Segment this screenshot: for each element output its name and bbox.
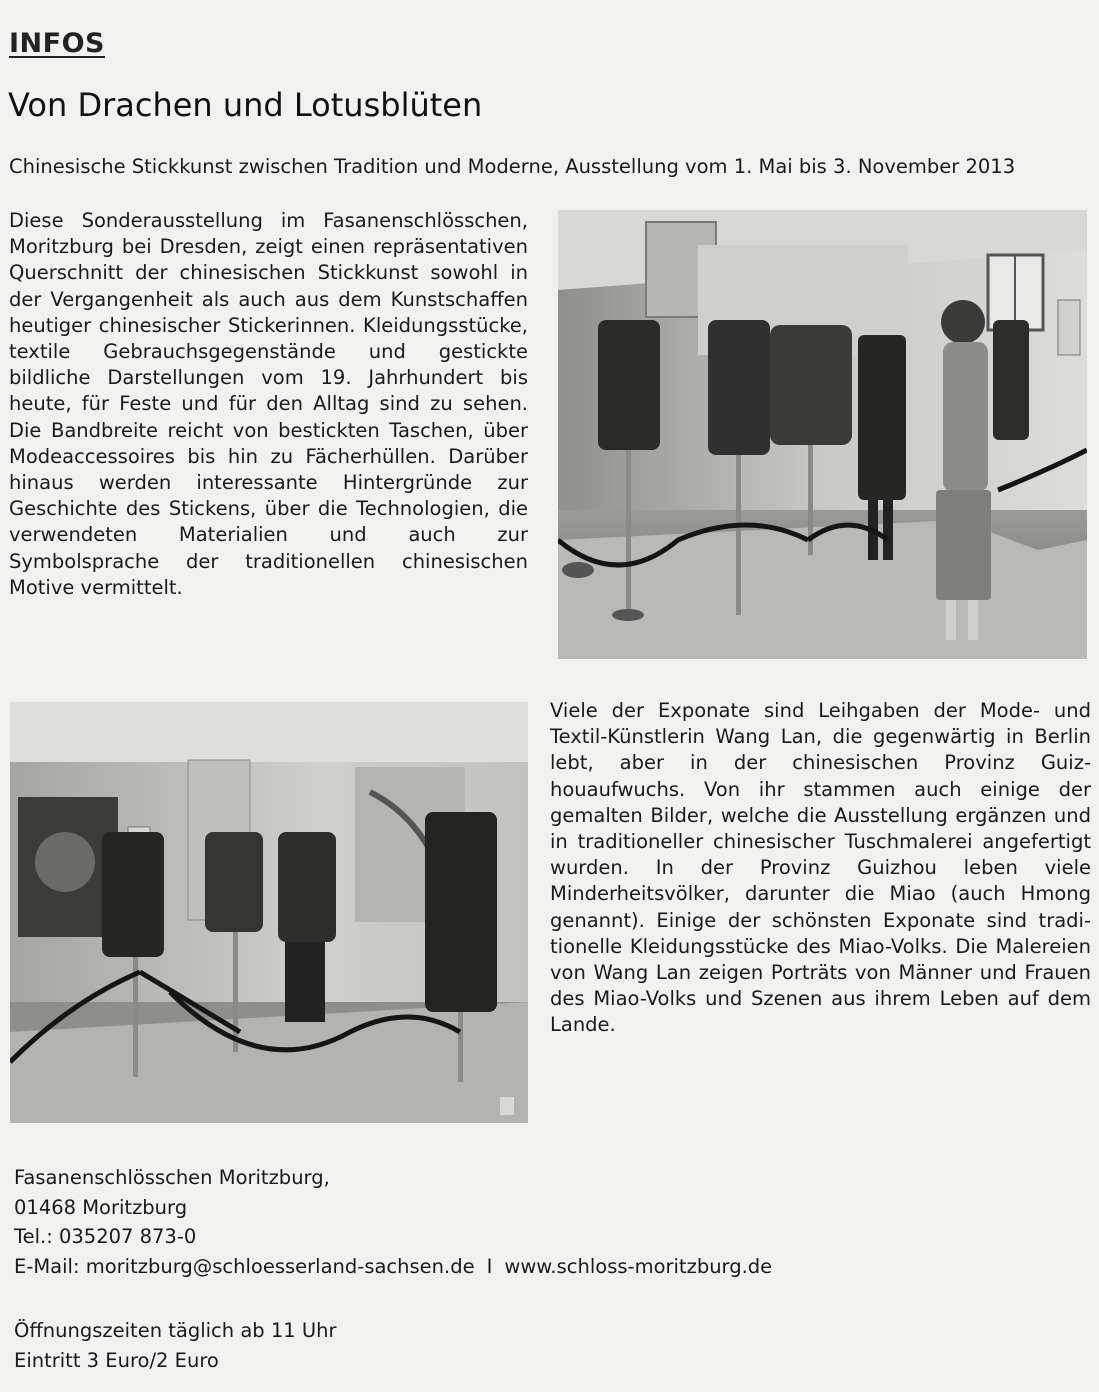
visit-info bbox=[14, 1316, 614, 1375]
exhibition-photo-garment-display bbox=[10, 702, 528, 1123]
admission-price: Eintritt 3 Euro/2 Euro bbox=[14, 1348, 219, 1372]
exhibition-photo-woman-with-garments bbox=[558, 210, 1087, 659]
phone-number: Tel.: 035207 873-0 bbox=[14, 1225, 197, 1248]
venue-name: Fasanenschlösschen Moritzburg, bbox=[14, 1166, 330, 1189]
contact-block bbox=[14, 1163, 914, 1281]
section-tag: INFOS bbox=[9, 28, 105, 59]
email-website-line bbox=[14, 1252, 914, 1282]
article-paragraph-2: Viele der Exponate sind Leihgaben der Mode- und Textil-Künstlerin Wang Lan, die gegenwärtig in Berlin lebt, aber in der chinesischen Provinz Guizhouaufwuchs. Von ihr stammen auch einige der gemalten Bilder, welche die Ausstellung ergänzen und in traditioneller chinesischer Tuschmalerei angefertigt wurden. In der Provinz Guizhou leben viele Minderheitsvölker, darunter die Miao (auch Hmong genannt). Einige der schönsten Exponate sind traditionelle Kleidungsstücke des Miao-Volks. Die Malereien von Wang Lan zeigen Porträts von Männer und Frauen des Miao-Volks und Szenen aus ihrem Leben auf dem Lande. bbox=[550, 699, 1091, 1037]
postal-address: 01468 Moritzburg bbox=[14, 1195, 188, 1219]
article-paragraph-1: Diese Sonderausstellung im Fasanenschlösschen, Moritzburg bei Dresden, zeigt einen repräsentativen Querschnitt der chinesischen Stickkunst sowohl in der Vergangenheit als auch aus dem Kunstschaffen heutiger chinesischer Stickerinnen. Kleidungsstücke, textile Gebrauchsgegenstände und gestickte bildliche Darstellungen vom 19. Jahrhundert bis heute, für Feste und für den Alltag sind zu sehen. Die Bandbreite reicht von bestickten Taschen, über Modeaccessoires bis hin zu Fächerhüllen. Darüber hinaus werden interessante Hintergründe zur Geschichte des Stickens, über die Technologien, die verwendeten Materialien und auch zur Symbolsprache der traditionellen chinesischen Motive vermittelt. bbox=[9, 209, 528, 599]
email-link[interactable]: E-Mail: moritzburg@schloesserland-sachsen.de bbox=[14, 1254, 475, 1278]
contact-separator: I bbox=[486, 1254, 493, 1278]
article-subtitle: Chinesische Stickkunst zwischen Tradition und Moderne, Ausstellung vom 1. Mai bis 3. November 2013 bbox=[9, 155, 1016, 178]
opening-hours: Öffnungszeiten täglich ab 11 Uhr bbox=[14, 1319, 337, 1342]
article-title: Von Drachen und Lotusblüten bbox=[8, 86, 483, 124]
website-link[interactable]: www.schloss-moritzburg.de bbox=[504, 1254, 773, 1278]
